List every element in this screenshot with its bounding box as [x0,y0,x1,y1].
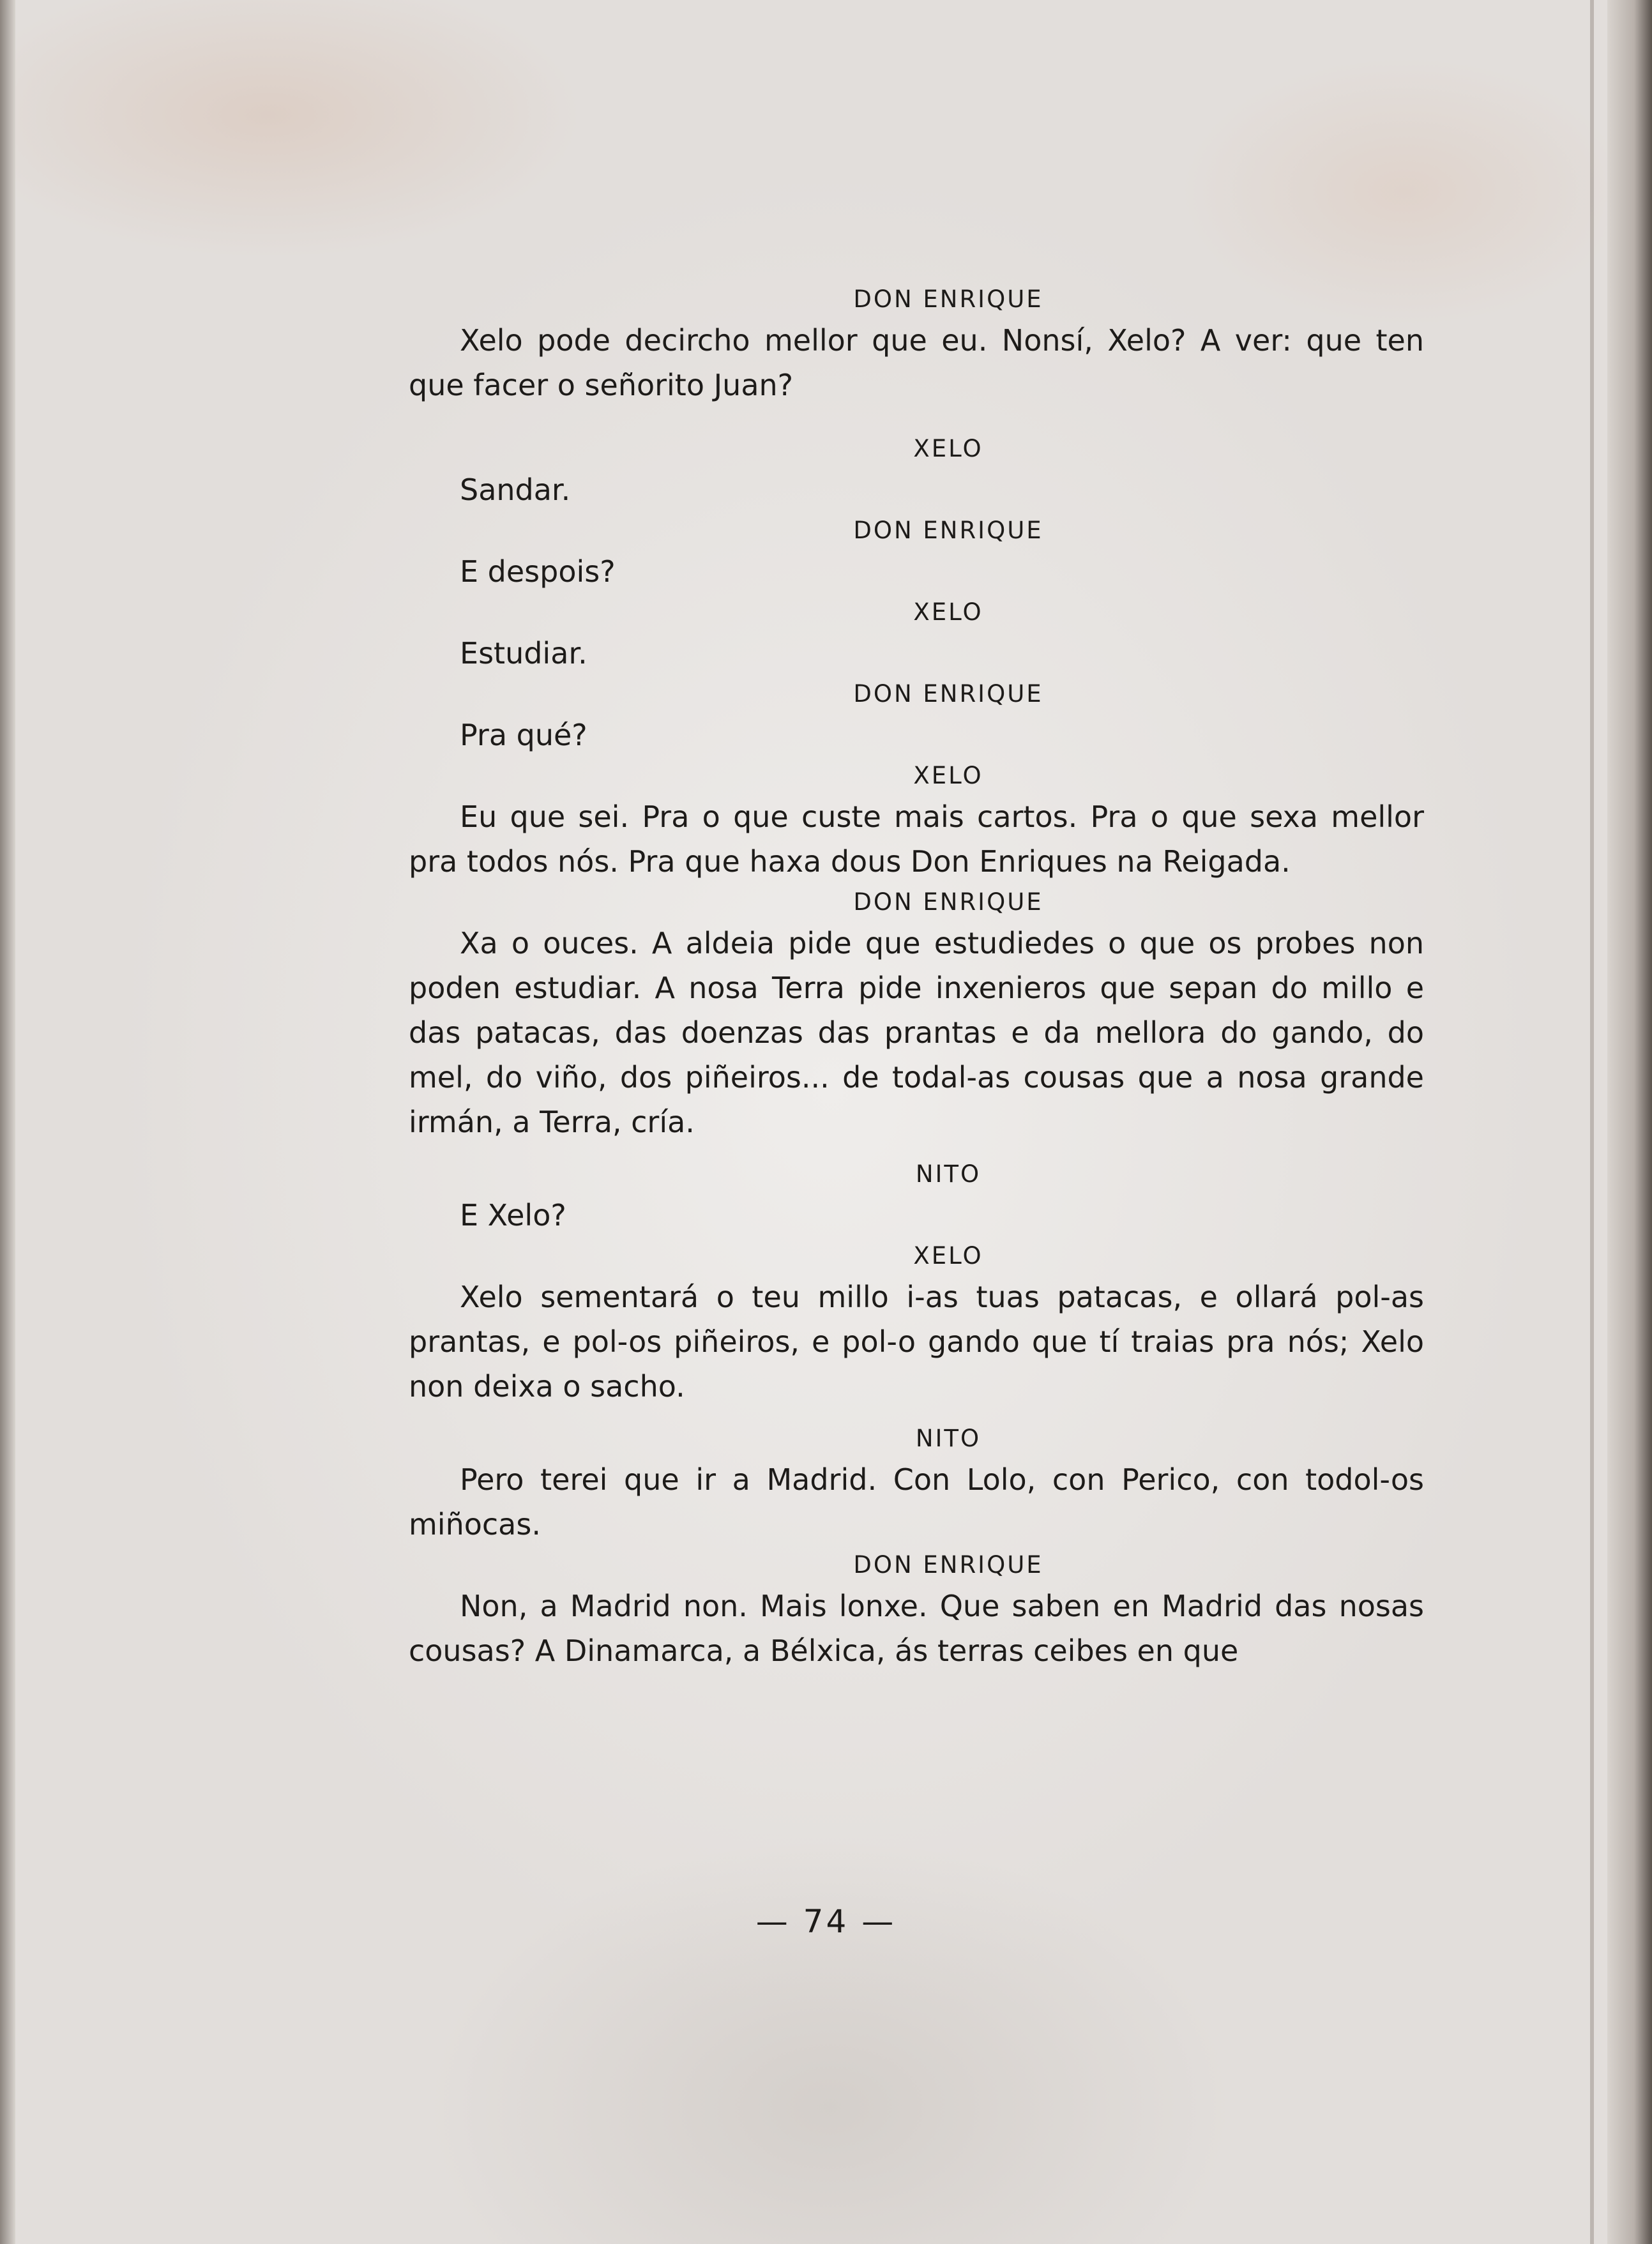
page-number: — 74 — [755,1903,897,1940]
speaker-label: NITO [915,1425,981,1452]
speaker-label: DON ENRIQUE [853,517,1043,544]
speaker-label: XELO [913,762,983,789]
page-text [409,281,1424,1673]
speaker-label: XELO [913,1242,983,1270]
dialogue-text: E despois? [460,554,616,589]
speaker-label: XELO [913,435,983,462]
dialogue-text: Eu que sei. Pra o que custe mais cartos. Pra o que sexa mellor pra todos nós. Pra que haxa dous Don Enriques na Reigada. [409,800,1424,879]
speaker-label: DON ENRIQUE [853,1551,1043,1579]
dialogue-text: Xa o ouces. A aldeia pide que estudiedes o que os probes non poden estudiar. A nosa Terra pide inxenieros que sepan do millo e das patacas, das doenzas das prantas e da mellora do gando, do mel, do viño, dos piñeiros... de todal-as cousas que a nosa grande irmán, a Terra, cría. [409,926,1424,1139]
dialogue-text: Non, a Madrid non. Mais lonxe. Que saben en Madrid das nosas cousas? A Dinamarca, a Bélxica, ás terras ceibes en que [409,1589,1424,1668]
speaker-label: DON ENRIQUE [853,680,1043,708]
dialogue-text: Estudiar. [460,636,587,671]
dialogue-text: E Xelo? [460,1198,566,1232]
dialogue-text: Xelo pode decircho mellor que eu. Nonsí, Xelo? A ver: que ten que facer o señorito Juan? [409,323,1424,402]
speaker-label: DON ENRIQUE [853,888,1043,916]
speaker-label: NITO [915,1160,981,1188]
dialogue-text: Sandar. [460,473,571,507]
speaker-label: XELO [913,598,983,626]
dialogue-text: Pra qué? [460,718,587,752]
dialogue-text: Xelo sementará o teu millo i-as tuas patacas, e ollará pol-as prantas, e pol-os piñeiros, e pol-o gando que tí traias pra nós; Xelo non deixa o sacho. [409,1280,1424,1404]
speaker-label: DON ENRIQUE [853,285,1043,313]
dialogue-text: Pero terei que ir a Madrid. Con Lolo, con Perico, con todol-os miñocas. [409,1462,1424,1542]
